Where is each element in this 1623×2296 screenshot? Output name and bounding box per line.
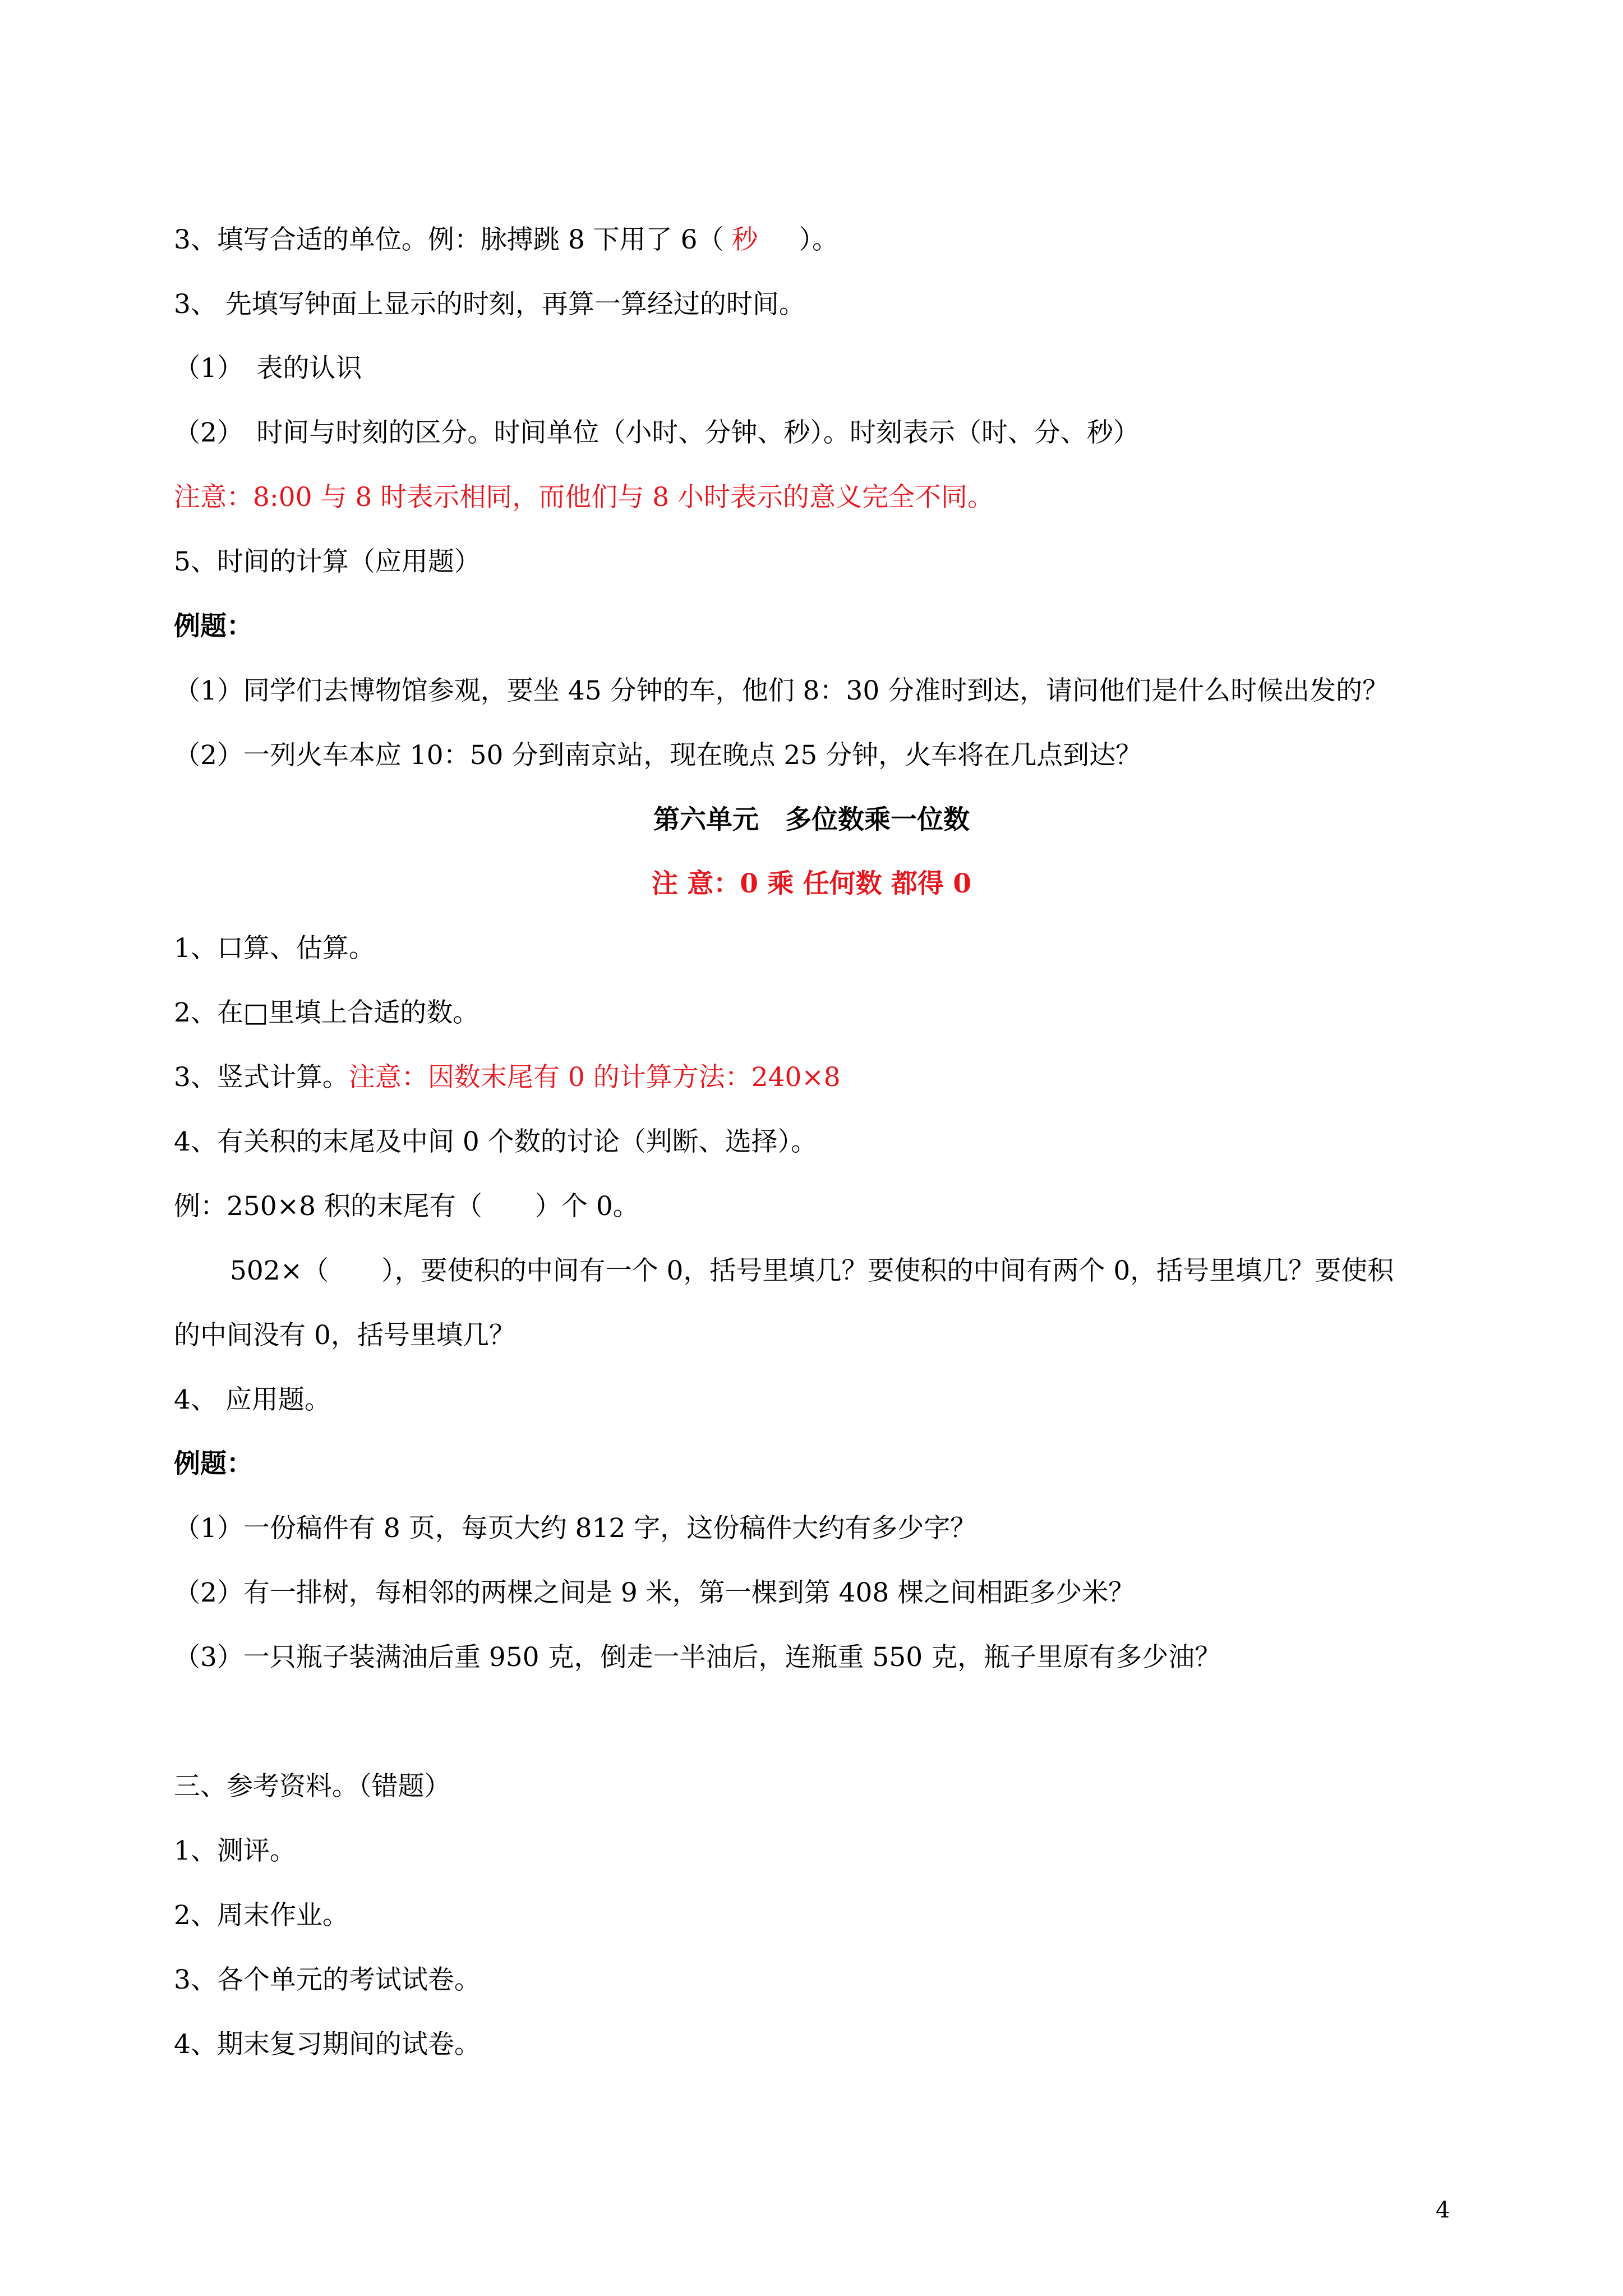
example-manuscript: （1）一份稿件有 8 页，每页大约 812 字，这份稿件大约有多少字？ — [174, 1513, 977, 1544]
zero-discussion-item: 4、有关积的末尾及中间 0 个数的讨论（判断、选择）。 — [174, 1126, 818, 1157]
application-heading: 4、 应用题。 — [174, 1384, 331, 1415]
unit-fill-prefix: 3、填写合适的单位。例：脉搏跳 8 下用了 6（ — [174, 224, 724, 255]
mental-arithmetic-item: 1、口算、估算。 — [174, 933, 375, 964]
unit-fill-suffix: ）。 — [799, 224, 839, 255]
reference-item-1: 1、测评。 — [174, 1835, 296, 1866]
clock-reading-item: （1） 表的认识 — [174, 353, 362, 384]
unit-fill-exercise — [174, 223, 838, 257]
example-trees: （2）有一排树，每相邻的两棵之间是 9 米，第一棵到第 408 棵之间相距多少米？ — [174, 1577, 1135, 1608]
unit-six-title: 第六单元 多位数乘一位数 — [653, 804, 970, 835]
references-heading: 三、参考资料。（错题） — [174, 1771, 451, 1802]
page-number: 4 — [1436, 2197, 1450, 2223]
clock-exercise: 3、 先填写钟面上显示的时刻，再算一算经过的时间。 — [174, 289, 805, 320]
reference-item-2: 2、周末作业。 — [174, 1900, 349, 1931]
zero-middle-question-cont: 的中间没有 0，括号里填几？ — [174, 1320, 515, 1351]
example-bottle: （3）一只瓶子装满油后重 950 克，倒走一半油后，连瓶重 550 克，瓶子里原有多少油？ — [174, 1642, 1221, 1673]
example-label-1: 例题： — [174, 611, 253, 642]
time-note: 注意：8:00 与 8 时表示相同，而他们与 8 小时表示的意义完全不同。 — [174, 482, 994, 513]
example-train: （2）一列火车本应 10：50 分到南京站，现在晚点 25 分钟，火车将在几点到达？ — [174, 740, 1142, 771]
example-museum: （1）同学们去博物馆参观，要坐 45 分钟的车，他们 8：30 分准时到达，请问他们是什么时候出发的？ — [174, 675, 1389, 706]
reference-item-3: 3、各个单元的考试试卷。 — [174, 1964, 481, 1995]
zero-middle-question: 502×（ ），要使积的中间有一个 0，括号里填几？要使积的中间有两个 0，括号里填几？要使积 — [230, 1255, 1394, 1286]
time-distinction-item: （2） 时间与时刻的区分。时间单位（小时、分钟、秒）。时刻表示（时、分、秒） — [174, 417, 1140, 448]
reference-item-4: 4、期末复习期间的试卷。 — [174, 2029, 481, 2060]
vertical-calculation-note: 注意：因数末尾有 0 的计算方法：240×8 — [348, 1062, 841, 1093]
unit-six-note: 注 意：0 乘 任何数 都得 0 — [651, 868, 972, 899]
example-label-2: 例题： — [174, 1448, 253, 1479]
unit-fill-answer: 秒 — [731, 224, 758, 255]
fill-box-item: 2、在□里填上合适的数。 — [174, 997, 479, 1028]
vertical-calculation-item — [174, 1061, 841, 1094]
zero-example: 例：250×8 积的末尾有（ ）个 0。 — [174, 1191, 639, 1222]
time-calculation-heading: 5、时间的计算（应用题） — [174, 546, 481, 577]
vertical-calculation-label: 3、竖式计算。 — [174, 1062, 349, 1093]
